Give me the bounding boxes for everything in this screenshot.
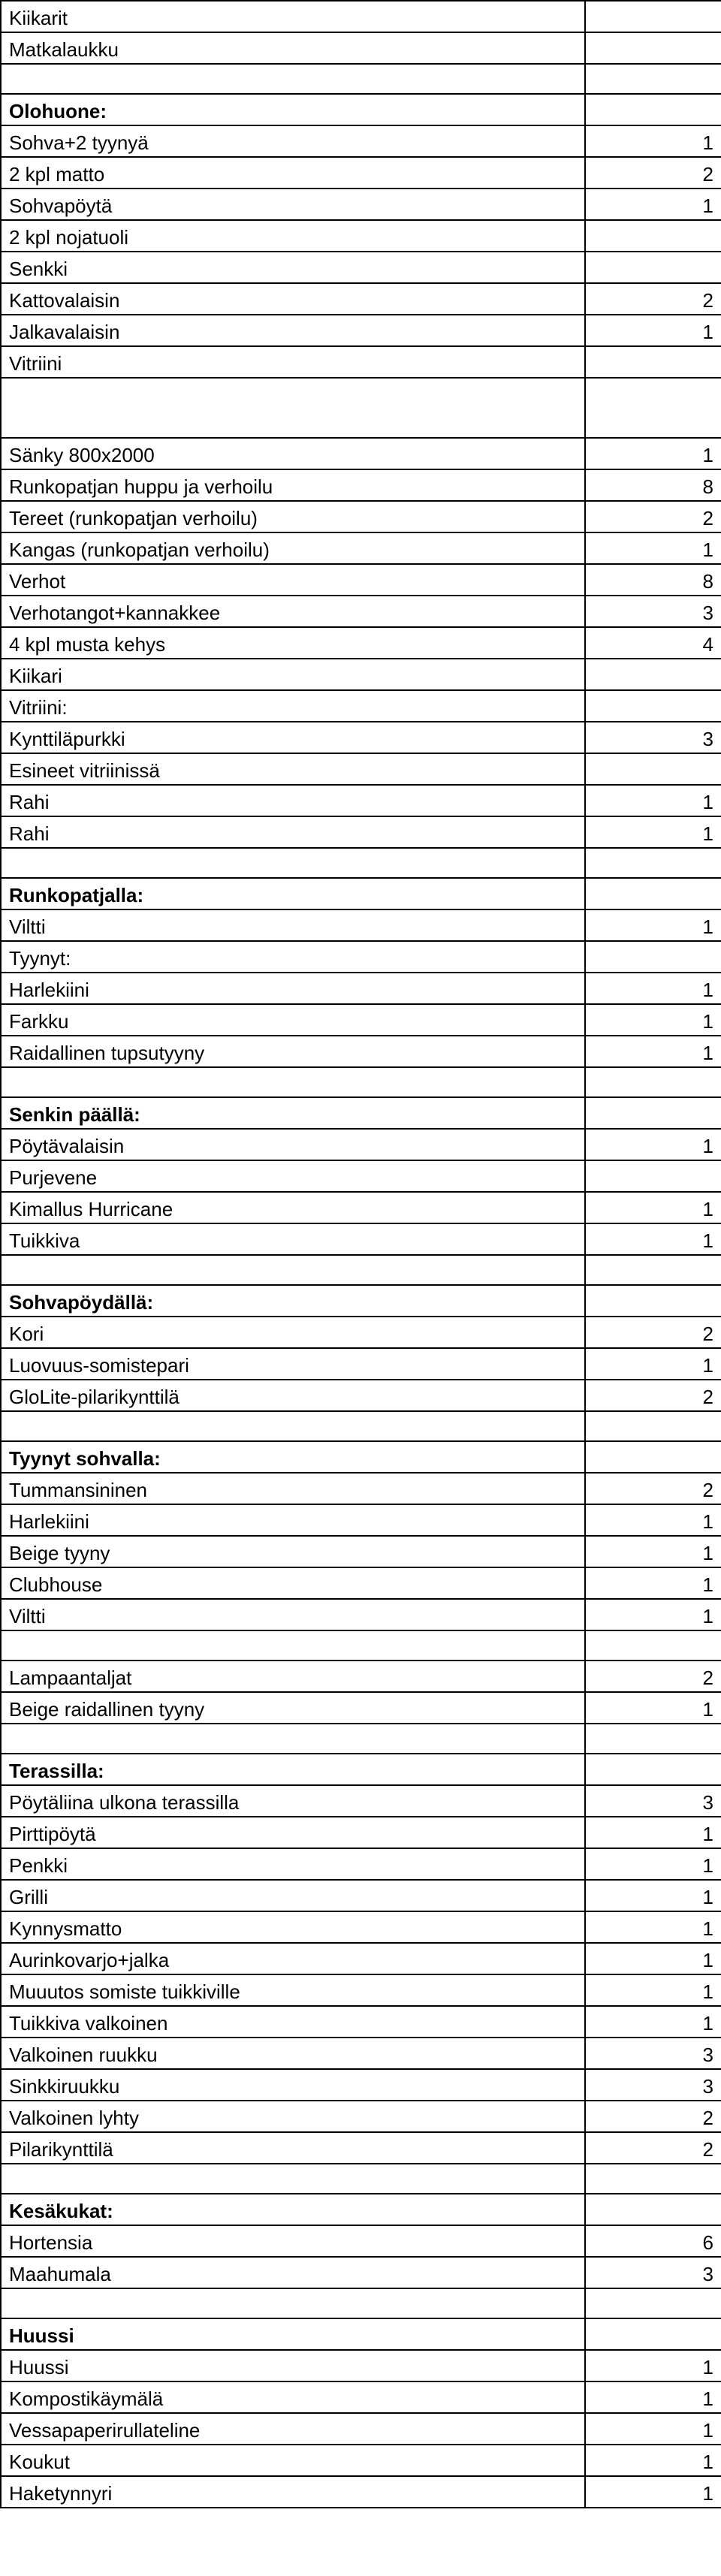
section-header-row: [1, 1285, 721, 1317]
item-name-cell[interactable]: [1, 848, 585, 878]
quantity-cell[interactable]: [585, 94, 721, 125]
table-row: [1, 283, 721, 315]
table-row: [1, 2006, 721, 2038]
quantity-cell[interactable]: 1: [585, 189, 721, 220]
item-name-cell[interactable]: Kattovalaisin: [1, 283, 585, 315]
item-name-cell[interactable]: Purjevene: [1, 1160, 585, 1192]
table-row: [1, 1880, 721, 1911]
item-name-cell[interactable]: Tuikkiva: [1, 1223, 585, 1255]
empty-row: [1, 378, 721, 438]
table-row: [1, 1380, 721, 1411]
quantity-cell[interactable]: 2: [585, 1473, 721, 1504]
quantity-cell[interactable]: 1: [585, 1848, 721, 1880]
quantity-cell[interactable]: 1: [585, 973, 721, 1004]
table-row: [1, 438, 721, 469]
table-row: [1, 1473, 721, 1504]
quantity-cell[interactable]: 2: [585, 2132, 721, 2164]
table-row: [1, 1661, 721, 1692]
table-row: [1, 2350, 721, 2381]
table-row: [1, 2225, 721, 2257]
item-name-cell[interactable]: Clubhouse: [1, 1567, 585, 1599]
section-header-row: [1, 94, 721, 125]
table-row: [1, 346, 721, 378]
item-name-cell[interactable]: Kynnysmatto: [1, 1911, 585, 1943]
item-name-cell[interactable]: Valkoinen lyhty: [1, 2101, 585, 2132]
item-name-cell[interactable]: Pilarikynttilä: [1, 2132, 585, 2164]
section-header-cell[interactable]: Terassilla:: [1, 1754, 585, 1785]
quantity-cell[interactable]: 8: [585, 469, 721, 501]
quantity-cell[interactable]: 1: [585, 1348, 721, 1380]
item-name-cell[interactable]: Kynttiläpurkki: [1, 722, 585, 753]
item-name-cell[interactable]: Vitriini: [1, 346, 585, 378]
empty-row: [1, 1630, 721, 1661]
quantity-cell[interactable]: 1: [585, 438, 721, 469]
quantity-cell[interactable]: [585, 848, 721, 878]
table-row: [1, 564, 721, 596]
item-name-cell[interactable]: Verhotangot+kannakkee: [1, 596, 585, 627]
item-name-cell[interactable]: Tuikkiva valkoinen: [1, 2006, 585, 2038]
table-row: [1, 315, 721, 346]
quantity-cell[interactable]: 1: [585, 2445, 721, 2476]
quantity-cell[interactable]: [585, 64, 721, 94]
quantity-cell[interactable]: 1: [585, 1129, 721, 1160]
section-header-cell[interactable]: Sohvapöydällä:: [1, 1285, 585, 1317]
item-name-cell[interactable]: Sinkkiruukku: [1, 2069, 585, 2101]
item-name-cell[interactable]: Tereet (runkopatjan verhoilu): [1, 501, 585, 532]
quantity-cell[interactable]: 6: [585, 2225, 721, 2257]
quantity-cell[interactable]: [585, 1754, 721, 1785]
table-row: [1, 1, 721, 32]
item-name-cell[interactable]: Aurinkovarjo+jalka: [1, 1943, 585, 1974]
item-name-cell[interactable]: [1, 1411, 585, 1441]
table-row: [1, 2101, 721, 2132]
item-name-cell[interactable]: Kompostikäymälä: [1, 2381, 585, 2413]
item-name-cell[interactable]: Viltti: [1, 1599, 585, 1630]
table-row: [1, 2069, 721, 2101]
table-row: [1, 32, 721, 64]
quantity-cell[interactable]: 2: [585, 501, 721, 532]
item-name-cell[interactable]: Haketynnyri: [1, 2476, 585, 2508]
item-name-cell[interactable]: Matkalaukku: [1, 32, 585, 64]
quantity-cell[interactable]: 1: [585, 1223, 721, 1255]
table-row: [1, 2445, 721, 2476]
table-row: [1, 220, 721, 252]
quantity-cell[interactable]: 8: [585, 564, 721, 596]
table-row: [1, 816, 721, 848]
item-name-cell[interactable]: [1, 64, 585, 94]
section-header-cell[interactable]: Tyynyt sohvalla:: [1, 1441, 585, 1473]
table-row: [1, 941, 721, 973]
table-row: [1, 1504, 721, 1536]
item-name-cell[interactable]: Tummansininen: [1, 1473, 585, 1504]
empty-row: [1, 1411, 721, 1441]
table-row: [1, 659, 721, 690]
quantity-cell[interactable]: 1: [585, 1036, 721, 1067]
quantity-cell[interactable]: [585, 659, 721, 690]
table-row: [1, 1192, 721, 1223]
item-name-cell[interactable]: Kimallus Hurricane: [1, 1192, 585, 1223]
section-header-cell[interactable]: Senkin päällä:: [1, 1097, 585, 1129]
quantity-cell[interactable]: 1: [585, 2350, 721, 2381]
item-name-cell[interactable]: Muuutos somiste tuikkiville: [1, 1974, 585, 2006]
quantity-cell[interactable]: 2: [585, 157, 721, 189]
quantity-cell[interactable]: 2: [585, 1380, 721, 1411]
table-row: [1, 469, 721, 501]
table-row: [1, 125, 721, 157]
section-header-cell[interactable]: Olohuone:: [1, 94, 585, 125]
item-name-cell[interactable]: Sänky 800x2000: [1, 438, 585, 469]
section-header-row: [1, 1097, 721, 1129]
quantity-cell[interactable]: 1: [585, 2006, 721, 2038]
table-row: [1, 2038, 721, 2069]
table-row: [1, 1536, 721, 1567]
item-name-cell[interactable]: Koukut: [1, 2445, 585, 2476]
empty-row: [1, 2288, 721, 2318]
quantity-cell[interactable]: 2: [585, 1317, 721, 1348]
section-header-cell[interactable]: Runkopatjalla:: [1, 878, 585, 909]
item-name-cell[interactable]: Viltti: [1, 909, 585, 941]
table-row: [1, 753, 721, 785]
quantity-cell[interactable]: [585, 1630, 721, 1661]
table-row: [1, 1911, 721, 1943]
item-name-cell[interactable]: Sohva+2 tyynyä: [1, 125, 585, 157]
quantity-cell[interactable]: 1: [585, 315, 721, 346]
empty-row: [1, 1724, 721, 1754]
item-name-cell[interactable]: Beige tyyny: [1, 1536, 585, 1567]
item-name-cell[interactable]: Verhot: [1, 564, 585, 596]
table-row: [1, 189, 721, 220]
item-name-cell[interactable]: Kiikarit: [1, 1, 585, 32]
empty-row: [1, 848, 721, 878]
item-name-cell[interactable]: Farkku: [1, 1004, 585, 1036]
quantity-cell[interactable]: 3: [585, 2038, 721, 2069]
item-name-cell[interactable]: [1, 1067, 585, 1097]
quantity-cell[interactable]: [585, 753, 721, 785]
item-name-cell[interactable]: Kangas (runkopatjan verhoilu): [1, 532, 585, 564]
quantity-cell[interactable]: [585, 346, 721, 378]
table-row: [1, 596, 721, 627]
quantity-cell[interactable]: 1: [585, 1943, 721, 1974]
table-row: [1, 1160, 721, 1192]
empty-row: [1, 1255, 721, 1285]
table-row: [1, 1317, 721, 1348]
table-row: [1, 532, 721, 564]
item-name-cell[interactable]: Lampaantaljat: [1, 1661, 585, 1692]
table-row: [1, 627, 721, 659]
section-header-row: [1, 2318, 721, 2350]
table-row: [1, 1785, 721, 1817]
table-row: [1, 1848, 721, 1880]
item-name-cell[interactable]: Harlekiini: [1, 973, 585, 1004]
quantity-cell[interactable]: [585, 941, 721, 973]
section-header-cell[interactable]: Huussi: [1, 2318, 585, 2350]
quantity-cell[interactable]: [585, 1285, 721, 1317]
item-name-cell[interactable]: Penkki: [1, 1848, 585, 1880]
section-header-row: [1, 2194, 721, 2225]
quantity-cell[interactable]: 1: [585, 1536, 721, 1567]
item-name-cell[interactable]: 2 kpl nojatuoli: [1, 220, 585, 252]
quantity-cell[interactable]: 1: [585, 1880, 721, 1911]
quantity-cell[interactable]: [585, 2194, 721, 2225]
empty-row: [1, 1067, 721, 1097]
quantity-cell[interactable]: [585, 32, 721, 64]
quantity-cell[interactable]: 1: [585, 1599, 721, 1630]
quantity-cell[interactable]: [585, 1067, 721, 1097]
table-row: [1, 2257, 721, 2288]
quantity-cell[interactable]: 1: [585, 1692, 721, 1724]
quantity-cell[interactable]: 1: [585, 2381, 721, 2413]
table-row: [1, 2413, 721, 2445]
quantity-cell[interactable]: 1: [585, 1004, 721, 1036]
table-row: [1, 1943, 721, 1974]
quantity-cell[interactable]: [585, 1160, 721, 1192]
table-row: [1, 909, 721, 941]
table-row: [1, 690, 721, 722]
table-row: [1, 1567, 721, 1599]
item-name-cell[interactable]: Pöytävalaisin: [1, 1129, 585, 1160]
quantity-cell[interactable]: 1: [585, 1817, 721, 1848]
item-name-cell[interactable]: Luovuus-somistepari: [1, 1348, 585, 1380]
item-name-cell[interactable]: Raidallinen tupsutyyny: [1, 1036, 585, 1067]
table-row: [1, 2381, 721, 2413]
section-header-row: [1, 1754, 721, 1785]
quantity-cell[interactable]: 3: [585, 722, 721, 753]
item-name-cell[interactable]: Grilli: [1, 1880, 585, 1911]
quantity-cell[interactable]: 2: [585, 283, 721, 315]
quantity-cell[interactable]: 1: [585, 1974, 721, 2006]
quantity-cell[interactable]: 1: [585, 125, 721, 157]
table-row: [1, 1974, 721, 2006]
item-name-cell[interactable]: Pirttipöytä: [1, 1817, 585, 1848]
quantity-cell[interactable]: [585, 1441, 721, 1473]
quantity-cell[interactable]: [585, 878, 721, 909]
quantity-cell[interactable]: 2: [585, 1661, 721, 1692]
item-name-cell[interactable]: Kori: [1, 1317, 585, 1348]
table-row: [1, 1692, 721, 1724]
table-row: [1, 1036, 721, 1067]
quantity-cell[interactable]: [585, 690, 721, 722]
item-name-cell[interactable]: Jalkavalaisin: [1, 315, 585, 346]
item-name-cell[interactable]: Beige raidallinen tyyny: [1, 1692, 585, 1724]
section-header-row: [1, 1441, 721, 1473]
quantity-cell[interactable]: 3: [585, 2257, 721, 2288]
quantity-cell[interactable]: [585, 1, 721, 32]
quantity-cell[interactable]: [585, 378, 721, 438]
item-name-cell[interactable]: Huussi: [1, 2350, 585, 2381]
quantity-cell[interactable]: 3: [585, 2069, 721, 2101]
quantity-cell[interactable]: [585, 252, 721, 283]
item-name-cell[interactable]: Esineet vitriinissä: [1, 753, 585, 785]
item-name-cell[interactable]: [1, 1724, 585, 1754]
quantity-cell[interactable]: [585, 2164, 721, 2194]
quantity-cell[interactable]: [585, 1255, 721, 1285]
item-name-cell[interactable]: Runkopatjan huppu ja verhoilu: [1, 469, 585, 501]
item-name-cell[interactable]: Valkoinen ruukku: [1, 2038, 585, 2069]
item-name-cell[interactable]: [1, 1630, 585, 1661]
item-name-cell[interactable]: GloLite-pilarikynttilä: [1, 1380, 585, 1411]
item-name-cell[interactable]: 4 kpl musta kehys: [1, 627, 585, 659]
quantity-cell[interactable]: [585, 1411, 721, 1441]
quantity-cell[interactable]: 1: [585, 816, 721, 848]
quantity-cell[interactable]: [585, 1097, 721, 1129]
quantity-cell[interactable]: 2: [585, 2101, 721, 2132]
quantity-cell[interactable]: 3: [585, 596, 721, 627]
quantity-cell[interactable]: [585, 220, 721, 252]
item-name-cell[interactable]: Pöytäliina ulkona terassilla: [1, 1785, 585, 1817]
quantity-cell[interactable]: 1: [585, 1911, 721, 1943]
table-row: [1, 785, 721, 816]
section-header-cell[interactable]: Kesäkukat:: [1, 2194, 585, 2225]
item-name-cell[interactable]: Vessapaperirullateline: [1, 2413, 585, 2445]
quantity-cell[interactable]: 3: [585, 1785, 721, 1817]
item-name-cell[interactable]: 2 kpl matto: [1, 157, 585, 189]
quantity-cell[interactable]: 1: [585, 2413, 721, 2445]
table-row: [1, 2476, 721, 2508]
item-name-cell[interactable]: Rahi: [1, 785, 585, 816]
quantity-cell[interactable]: 1: [585, 785, 721, 816]
quantity-cell[interactable]: 1: [585, 2476, 721, 2508]
item-name-cell[interactable]: Maahumala: [1, 2257, 585, 2288]
table-row: [1, 157, 721, 189]
item-name-cell[interactable]: Senkki: [1, 252, 585, 283]
item-name-cell[interactable]: Tyynyt:: [1, 941, 585, 973]
quantity-cell[interactable]: 1: [585, 909, 721, 941]
quantity-cell[interactable]: [585, 2318, 721, 2350]
quantity-cell[interactable]: [585, 1724, 721, 1754]
table-row: [1, 1817, 721, 1848]
table-row: [1, 1129, 721, 1160]
item-name-cell[interactable]: Vitriini:: [1, 690, 585, 722]
empty-row: [1, 64, 721, 94]
section-header-row: [1, 878, 721, 909]
table-row: [1, 973, 721, 1004]
item-name-cell[interactable]: Hortensia: [1, 2225, 585, 2257]
item-name-cell[interactable]: Kiikari: [1, 659, 585, 690]
table-row: [1, 501, 721, 532]
table-row: [1, 252, 721, 283]
item-name-cell[interactable]: Sohvapöytä: [1, 189, 585, 220]
item-name-cell[interactable]: [1, 2288, 585, 2318]
table-row: [1, 722, 721, 753]
quantity-cell[interactable]: 1: [585, 532, 721, 564]
empty-row: [1, 2164, 721, 2194]
table-row: [1, 1223, 721, 1255]
item-name-cell[interactable]: [1, 378, 585, 438]
inventory-table-body: [1, 1, 721, 2508]
table-row: [1, 2132, 721, 2164]
table-row: [1, 1599, 721, 1630]
quantity-cell[interactable]: 1: [585, 1192, 721, 1223]
quantity-cell[interactable]: 1: [585, 1567, 721, 1599]
quantity-cell[interactable]: 1: [585, 1504, 721, 1536]
table-row: [1, 1004, 721, 1036]
table-row: [1, 1348, 721, 1380]
quantity-cell[interactable]: [585, 2288, 721, 2318]
item-name-cell[interactable]: [1, 2164, 585, 2194]
item-name-cell[interactable]: Rahi: [1, 816, 585, 848]
item-name-cell[interactable]: Harlekiini: [1, 1504, 585, 1536]
item-name-cell[interactable]: [1, 1255, 585, 1285]
quantity-cell[interactable]: 4: [585, 627, 721, 659]
